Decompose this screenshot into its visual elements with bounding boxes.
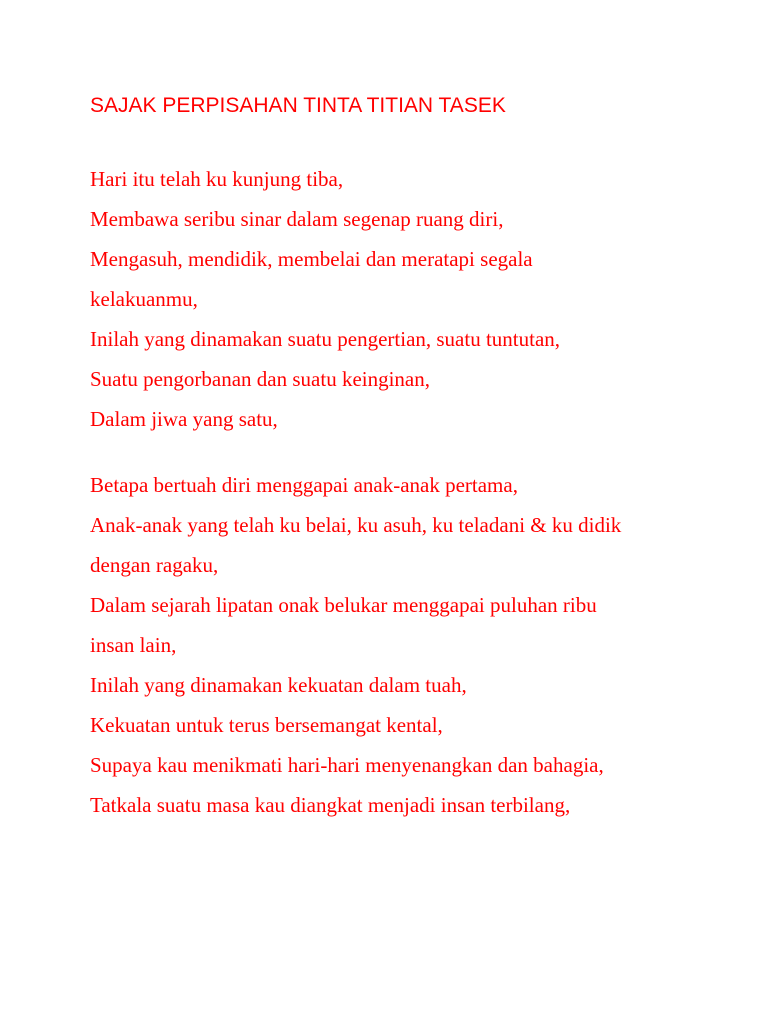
poem-line: Tatkala suatu masa kau diangkat menjadi insan terbilang, (90, 793, 571, 817)
poem-line: Anak-anak yang telah ku belai, ku asuh, ku teladani & ku didik (90, 513, 622, 537)
poem-line: dengan ragaku, (90, 553, 219, 577)
poem-line: Inilah yang dinamakan kekuatan dalam tuah, (90, 673, 467, 697)
poem-line: Supaya kau menikmati hari-hari menyenangkan dan bahagia, (90, 753, 604, 777)
poem-line: Suatu pengorbanan dan suatu keinginan, (90, 367, 430, 391)
stanza-1 (90, 159, 560, 439)
poem-line: Membawa seribu sinar dalam segenap ruang diri, (90, 207, 504, 231)
poem-line: Mengasuh, mendidik, membelai dan meratapi segala (90, 247, 533, 271)
poem-line: Dalam jiwa yang satu, (90, 407, 278, 431)
poem-title: SAJAK PERPISAHAN TINTA TITIAN TASEK (90, 94, 506, 117)
poem-line: Dalam sejarah lipatan onak belukar menggapai puluhan ribu (90, 593, 597, 617)
poem-line: insan lain, (90, 633, 177, 657)
poem-line: Kekuatan untuk terus bersemangat kental, (90, 713, 443, 737)
poem-line: kelakuanmu, (90, 287, 198, 311)
poem-line: Inilah yang dinamakan suatu pengertian, suatu tuntutan, (90, 327, 561, 351)
poem-line: Betapa bertuah diri menggapai anak-anak pertama, (90, 473, 518, 497)
poem-line: Hari itu telah ku kunjung tiba, (90, 167, 344, 191)
stanza-2 (90, 465, 621, 825)
